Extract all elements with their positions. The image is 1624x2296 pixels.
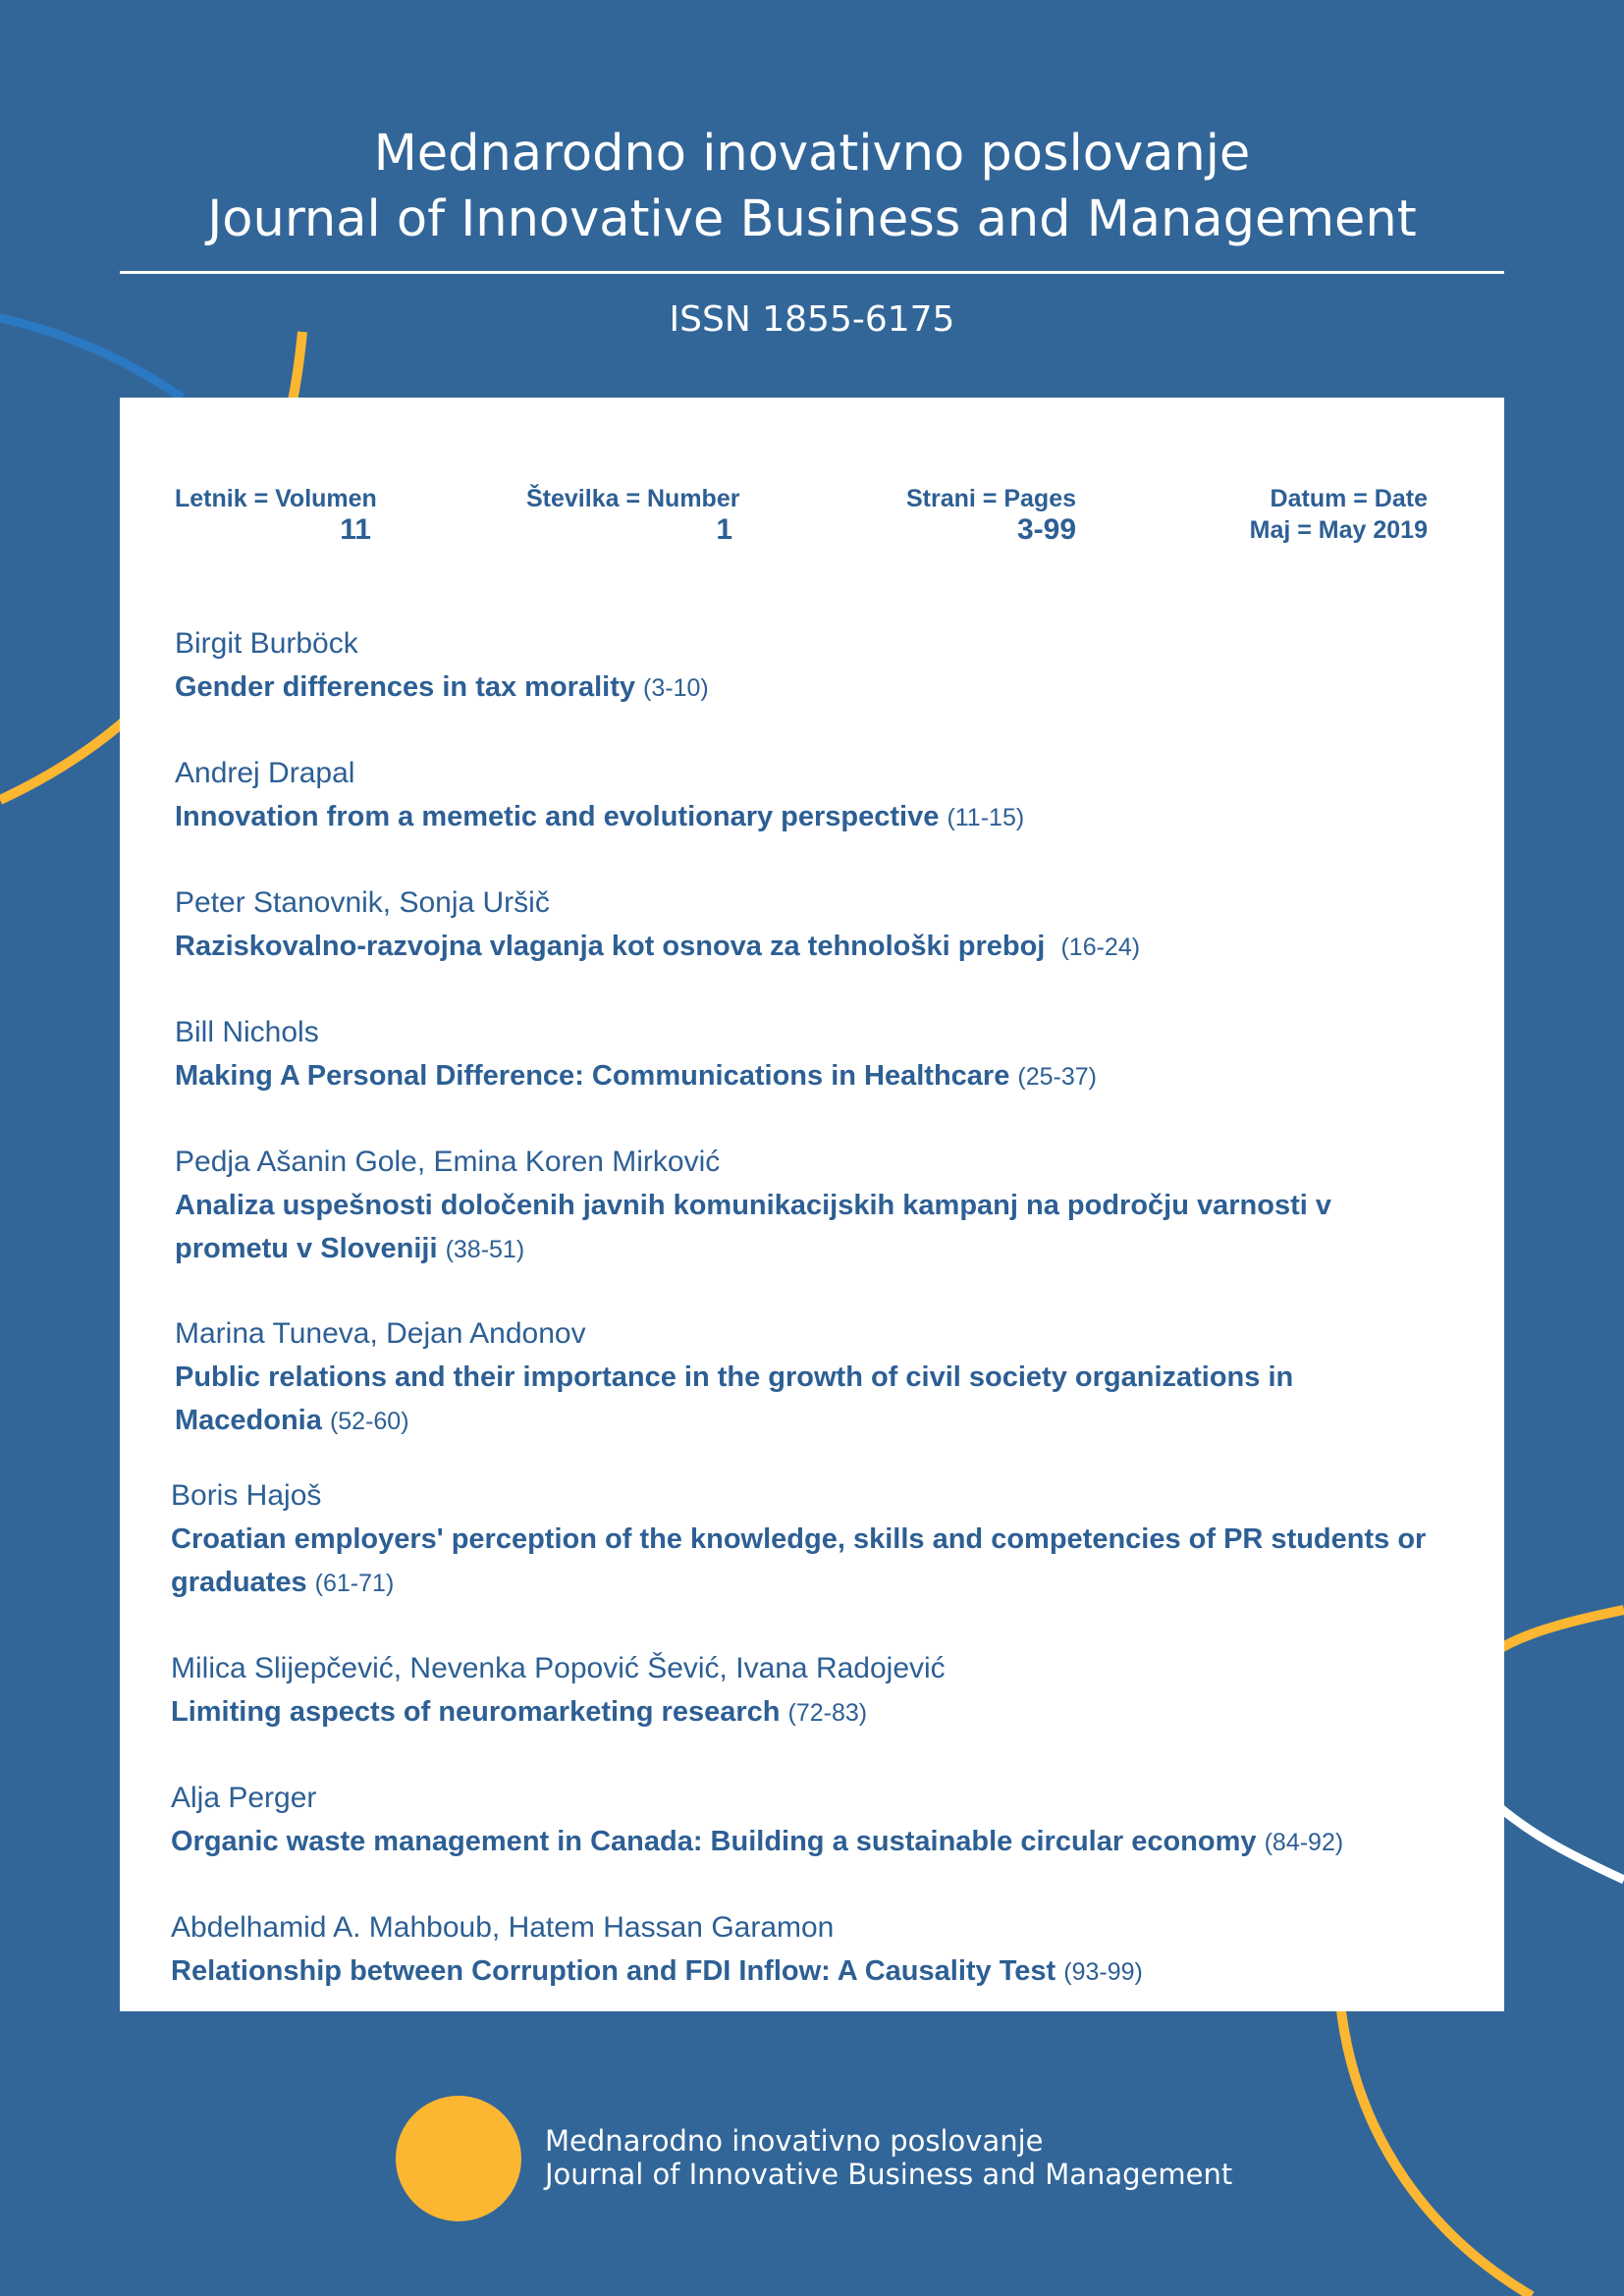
- article-title: Gender differences in tax morality: [175, 671, 635, 703]
- issn: ISSN 1855-6175: [669, 299, 955, 340]
- volume-value: 11: [340, 513, 371, 546]
- right-white-arc: [1492, 1801, 1624, 1880]
- contents-panel: [120, 398, 1504, 2011]
- article-title: Limiting aspects of neuromarketing research: [171, 1696, 781, 1728]
- article-authors: Marina Tuneva, Dejan Andonov: [175, 1317, 586, 1350]
- article-pages: (25-37): [1017, 1063, 1097, 1091]
- article-pages: (11-15): [947, 804, 1025, 831]
- list-item: [171, 1909, 1437, 1994]
- article-authors: Milica Slijepčević, Nevenka Popović Šević, Ivana Radojević: [171, 1652, 946, 1684]
- list-item: [171, 1650, 1437, 1735]
- list-item: [175, 625, 1441, 710]
- article-title: Making A Personal Difference: Communications in Healthcare: [175, 1060, 1010, 1092]
- volume-label: Letnik = Volumen: [175, 485, 377, 512]
- number-label: Številka = Number: [526, 485, 740, 512]
- article-title: Public relations and their importance in the growth of civil society organizations in Macedonia: [175, 1362, 1294, 1436]
- footer-logo-dot: [396, 2096, 521, 2221]
- date-value: Maj = May 2019: [1249, 516, 1428, 544]
- article-pages: (38-51): [445, 1236, 525, 1263]
- number-value: 1: [716, 513, 732, 546]
- article-title: Relationship between Corruption and FDI Inflow: A Causality Test: [171, 1955, 1056, 1987]
- article-title: Analiza uspešnosti določenih javnih komunikacijskih kampanj na področju varnosti v prometu v Sloveniji: [175, 1190, 1331, 1264]
- article-title: Raziskovalno-razvojna vlaganja kot osnova za tehnološki preboj: [175, 931, 1046, 962]
- pages-label: Strani = Pages: [906, 485, 1076, 512]
- article-list: [120, 398, 1504, 2011]
- article-authors: Bill Nichols: [175, 1016, 319, 1048]
- article-authors: Peter Stanovnik, Sonja Uršič: [175, 886, 550, 919]
- article-pages: (3-10): [643, 674, 709, 702]
- article-pages: (61-71): [314, 1570, 395, 1597]
- list-item: [175, 884, 1441, 969]
- list-item: [171, 1477, 1437, 1605]
- article-authors: Alja Perger: [171, 1782, 317, 1814]
- journal-title-english: Journal of Innovative Business and Management: [207, 190, 1417, 248]
- article-authors: Andrej Drapal: [175, 757, 355, 789]
- footer-title-english: Journal of Innovative Business and Management: [545, 2158, 1233, 2191]
- article-authors: Boris Hajoš: [171, 1479, 322, 1512]
- article-authors: Birgit Burböck: [175, 627, 358, 660]
- list-item: [175, 1144, 1441, 1271]
- pages-value: 3-99: [1016, 513, 1076, 546]
- article-pages: (16-24): [1060, 934, 1141, 961]
- bottom-yellow-arc: [1340, 2002, 1532, 2296]
- article-pages: (84-92): [1264, 1829, 1344, 1856]
- article-authors: Abdelhamid A. Mahboub, Hatem Hassan Garamon: [171, 1911, 835, 1944]
- article-title: Organic waste management in Canada: Building a sustainable circular economy: [171, 1826, 1257, 1857]
- date-label: Datum = Date: [1270, 485, 1428, 512]
- journal-title-slovenian: Mednarodno inovativno poslovanje: [373, 125, 1251, 183]
- list-item: [175, 755, 1441, 839]
- article-pages: (72-83): [787, 1699, 868, 1727]
- article-pages: (52-60): [329, 1408, 409, 1435]
- list-item: [175, 1014, 1441, 1098]
- header-divider: [120, 271, 1504, 274]
- article-pages: (93-99): [1063, 1958, 1143, 1986]
- article-authors: Pedja Ašanin Gole, Emina Koren Mirković: [175, 1146, 721, 1178]
- article-title: Croatian employers' perception of the knowledge, skills and competencies of PR students or graduates: [171, 1523, 1427, 1598]
- article-title: Innovation from a memetic and evolutionary perspective: [175, 801, 940, 832]
- list-item: [171, 1780, 1437, 1864]
- footer-title-slovenian: Mednarodno inovativno poslovanje: [545, 2124, 1044, 2158]
- list-item: [175, 1315, 1441, 1443]
